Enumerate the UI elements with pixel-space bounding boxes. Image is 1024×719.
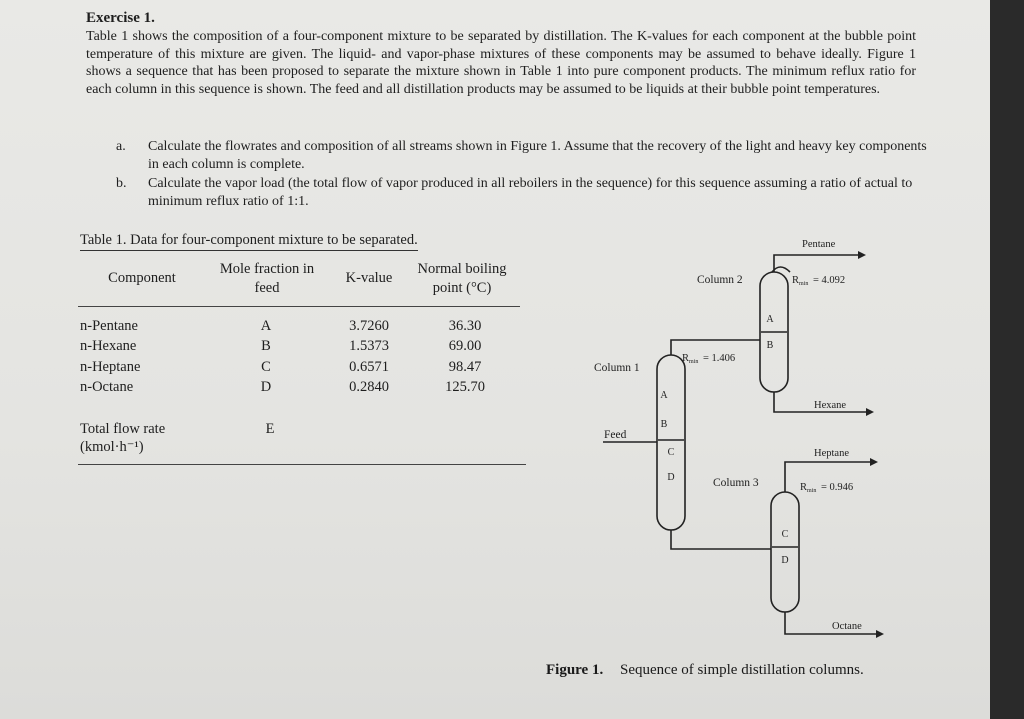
intro-paragraph: Table 1 shows the composition of a four-component mixture to be separated by distillation. The K-values for each component at the bubble point temperature of this mixture are given. The liquid- and vapor-phase mixtures of these components may be assumed to behave ideally. Figure 1 shows a sequence that has been proposed to separate the mixture shown in Table 1 into pure component products. The minimum reflux ratio for each column in this sequence is shown. The feed and all distillation products may be assumed to be liquids at their bubble point temperatures. <box>86 29 916 97</box>
col1-comp-c: C <box>667 447 675 458</box>
row-2-component: n-Hexane <box>80 338 137 354</box>
row-4-k-value: 0.2840 <box>349 379 389 395</box>
column-1-bottoms-line <box>671 530 771 549</box>
row-3-mole-fraction: C <box>261 359 271 375</box>
question-b-label: b. <box>116 176 127 191</box>
row-1-boiling: 36.30 <box>448 318 482 334</box>
col1-comp-b: B <box>660 419 668 430</box>
question-a-text: Calculate the flowrates and composition of all streams shown in Figure 1. Assume that the recovery of the light and heavy key components in each column is complete. <box>148 139 927 172</box>
row-1-k-value: 3.7260 <box>349 318 389 334</box>
row-2-boiling: 69.00 <box>448 338 482 354</box>
column-3-vessel <box>771 492 799 612</box>
column-3-label: Column 3 <box>713 477 759 489</box>
header-boiling-2: point (°C) <box>432 280 492 296</box>
figure-caption-text: Sequence of simple distillation columns. <box>620 662 864 678</box>
figure-caption-bold: Figure 1. <box>546 662 604 678</box>
octane-arrow-icon <box>876 630 884 638</box>
col3-comp-c: C <box>781 529 789 540</box>
rmin-1-value: = 1.406 <box>703 353 736 364</box>
header-mole-fraction-2: feed <box>254 280 280 296</box>
col1-comp-d: D <box>667 472 675 483</box>
header-component: Component <box>108 270 176 286</box>
pentane-arrow-icon <box>858 251 866 259</box>
column-2-label: Column 2 <box>697 274 743 286</box>
row-2-k-value: 1.5373 <box>349 338 389 354</box>
col2-comp-b: B <box>766 340 774 351</box>
rmin-2-symbol: Rmin <box>792 275 809 287</box>
product-octane: Octane <box>832 621 862 632</box>
rmin-2-value: = 4.092 <box>813 275 846 286</box>
row-2-mole-fraction: B <box>261 338 271 354</box>
row-1-component: n-Pentane <box>80 318 138 334</box>
row-3-component: n-Heptane <box>80 359 141 375</box>
row-3-k-value: 0.6571 <box>349 359 389 375</box>
table-caption: Table 1. Data for four-component mixture to be separated. <box>80 232 418 251</box>
row-4-component: n-Octane <box>80 379 134 395</box>
header-boiling-1: Normal boiling <box>417 261 507 277</box>
rmin-1-symbol: Rmin <box>682 353 699 365</box>
rmin-3-value: = 0.946 <box>821 482 854 493</box>
total-flow-label-2: (kmol·h⁻¹) <box>80 439 144 455</box>
octane-line <box>785 612 876 634</box>
rmin-3-symbol: Rmin <box>800 482 817 494</box>
question-a-label: a. <box>116 139 126 154</box>
exercise-title: Exercise 1. <box>86 10 155 26</box>
heptane-arrow-icon <box>870 458 878 466</box>
col1-comp-a: A <box>660 390 668 401</box>
hexane-arrow-icon <box>866 408 874 416</box>
row-4-boiling: 125.70 <box>445 379 485 395</box>
product-hexane: Hexane <box>814 400 847 411</box>
row-4-mole-fraction: D <box>260 379 272 395</box>
column-1-label: Column 1 <box>594 362 640 374</box>
product-pentane: Pentane <box>802 239 836 250</box>
question-b-text: Calculate the vapor load (the total flow of vapor produced in all reboilers in the sequence) for this sequence assuming a ratio of actual to minimum reflux ratio of 1:1. <box>148 176 913 209</box>
row-3-boiling: 98.47 <box>448 359 482 375</box>
row-1-mole-fraction: A <box>260 318 272 334</box>
total-flow-value: E <box>265 421 275 437</box>
header-mole-fraction-1: Mole fraction in <box>219 261 315 277</box>
total-flow-label-1: Total flow rate <box>80 421 166 437</box>
column-1-vessel <box>657 355 685 530</box>
col2-comp-a: A <box>766 314 774 325</box>
col3-comp-d: D <box>781 555 789 566</box>
product-heptane: Heptane <box>814 448 849 459</box>
feed-label: Feed <box>604 429 627 441</box>
header-k-value: K-value <box>345 270 393 286</box>
